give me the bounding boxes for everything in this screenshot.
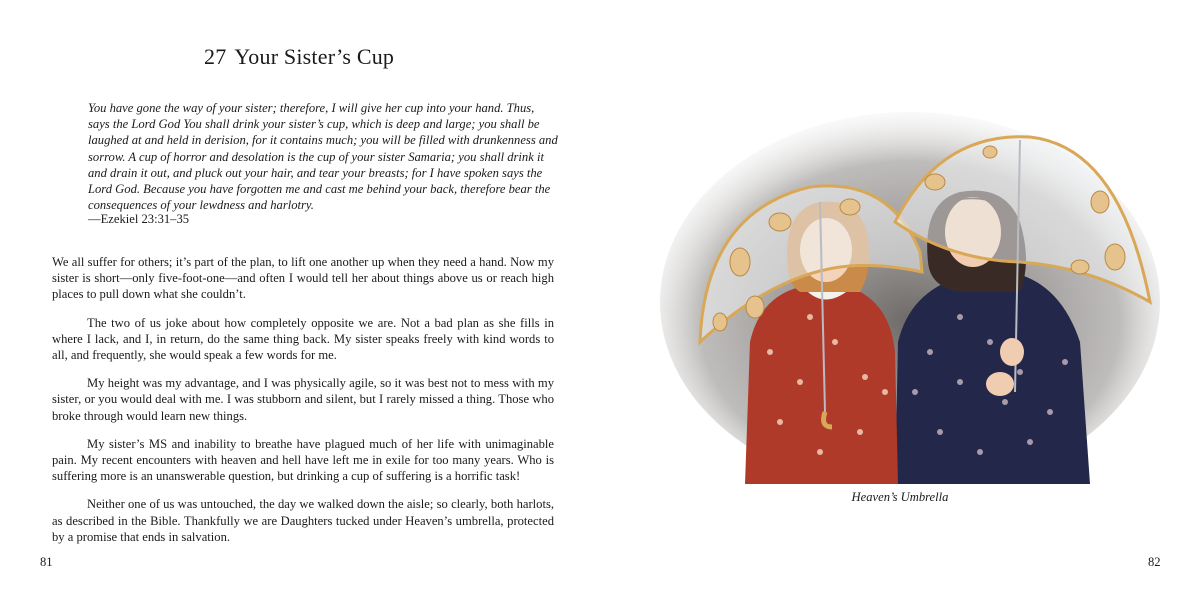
paragraph: My sister’s MS and inability to breathe have plagued much of her life with unimaginable pain. My recent encounters with heaven and hell have left me in exile for too many years. Who is suffering more is an unanswerable question, but drinking a cup of suffering is a horrific task! — [52, 436, 554, 484]
paragraph: My height was my advantage, and I was physically agile, so it was best not to mess with my sister, or you would deal with me. I was stubborn and silent, but I rarely missed a thing. Those who broke through would learn new things. — [52, 376, 554, 423]
chapter-title-text: Your Sister’s Cup — [234, 44, 395, 69]
paragraph: We all suffer for others; it’s part of the plan, to lift one another up when they need a hand. Now my sister is short—only five-foot-one—and often I would tell her about things above us or reach high places to pull down what she couldn’t. — [52, 255, 554, 302]
epigraph-text: You have gone the way of your sister; therefore, I will give her cup into your hand. Thus, says the Lord God You shall drink your sister’s cup, which is deep and large; you shall be laughed at and held in derision, for it contains much; you will be filled with drunkenness and sorrow. A cup of horror and desolation is the cup of your sister Samaria; you shall drink it and drain it out, and pluck out your hair, and tear your breasts; for I have spoken says the Lord God. Because you have forgotten me and cast me behind your back, therefore bear the consequences of your lewdness and harlotry. — [88, 101, 558, 213]
umbrella-illustration — [660, 92, 1160, 484]
illustration-caption: Heaven’s Umbrella — [851, 490, 949, 504]
paragraph: The two of us joke about how completely opposite we are. Not a bad plan as she fills in where I lack, and I, in return, do the same thing back. My sister speaks freely with kind words to all, and frequently, she would speak a few words for me. — [52, 315, 554, 363]
epigraph-citation: —Ezekiel 23:31–35 — [88, 212, 190, 226]
paragraph: Neither one of us was untouched, the day we walked down the aisle; so clearly, both harlots, as described in the Bible. Thankfully we are Daughters tucked under Heaven’s umbrella, protected by a promise that ends in salvation. — [52, 497, 554, 544]
chapter-title — [204, 44, 394, 70]
body-text — [52, 254, 554, 557]
page-number-left: 81 — [40, 555, 53, 569]
page-number-right: 82 — [1148, 555, 1161, 569]
chapter-number: 27 — [204, 44, 227, 69]
